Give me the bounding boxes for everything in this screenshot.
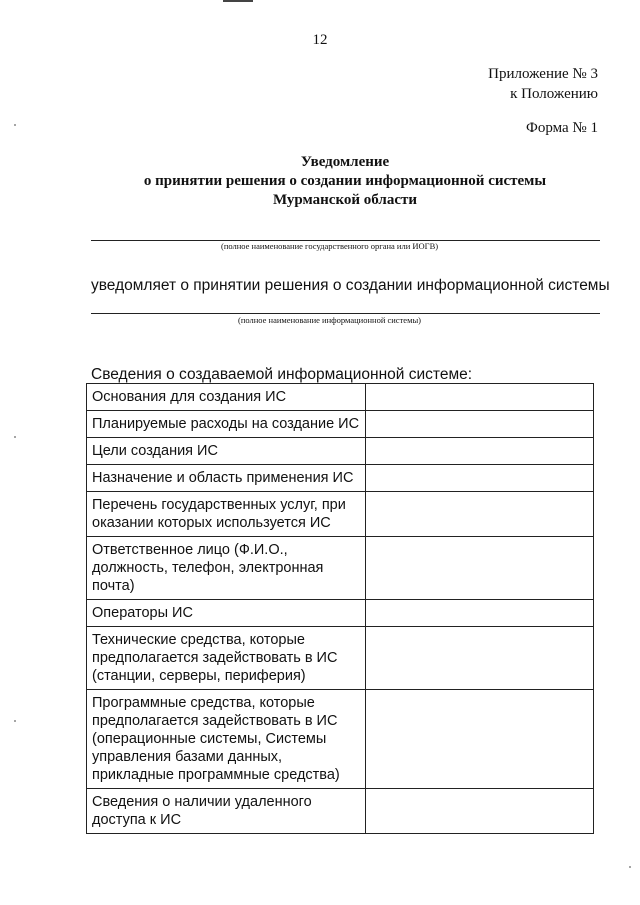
title-line-1: Уведомление (300, 154, 390, 170)
scan-speck (14, 124, 16, 126)
row-label: Назначение и область применения ИС (87, 465, 366, 492)
scan-mark (223, 0, 253, 2)
row-label: Технические средства, которые предполагается задействовать в ИС (станции, серверы, периферия) (87, 627, 366, 690)
info-table (86, 383, 594, 834)
row-value-cell (366, 492, 594, 537)
row-value-cell (366, 690, 594, 789)
table-row (87, 465, 594, 492)
row-label: Основания для создания ИС (87, 384, 366, 411)
table-row (87, 411, 594, 438)
form-number: Форма № 1 (526, 120, 598, 136)
row-label: Программные средства, которые предполагается задействовать в ИС (операционные системы, Системы управления базами данных, прикладные программные средства) (87, 690, 366, 789)
table-row (87, 690, 594, 789)
table-row (87, 438, 594, 465)
table-row (87, 537, 594, 600)
document-title (0, 153, 640, 210)
row-label: Перечень государственных услуг, при оказании которых используется ИС (87, 492, 366, 537)
row-label: Ответственное лицо (Ф.И.О., должность, телефон, электронная почта) (87, 537, 366, 600)
table-row (87, 492, 594, 537)
title-line-3: Мурманской области (272, 192, 418, 208)
scan-speck (14, 436, 16, 438)
row-value-cell (366, 789, 594, 834)
info-heading: Сведения о создаваемой информационной системе: (91, 366, 473, 383)
page-number: 12 (312, 32, 328, 48)
appendix-line-2: к Положению (510, 86, 598, 102)
row-label: Планируемые расходы на создание ИС (87, 411, 366, 438)
appendix-reference (488, 64, 598, 104)
row-value-cell (366, 384, 594, 411)
row-value-cell (366, 627, 594, 690)
scan-speck (14, 720, 16, 722)
table-row (87, 627, 594, 690)
appendix-line-1: Приложение № 3 (488, 66, 598, 82)
table-row (87, 600, 594, 627)
row-value-cell (366, 438, 594, 465)
notify-text: уведомляет о принятии решения о создании информационной системы (91, 277, 610, 294)
org-name-caption: (полное наименование государственного органа или ИОГВ) (221, 241, 439, 251)
row-value-cell (366, 465, 594, 492)
table-row (87, 789, 594, 834)
row-label: Сведения о наличии удаленного доступа к ИС (87, 789, 366, 834)
table-row (87, 384, 594, 411)
system-name-caption: (полное наименование информационной системы) (238, 315, 421, 325)
title-line-2: о принятии решения о создании информационной системы (143, 173, 547, 189)
row-value-cell (366, 600, 594, 627)
row-label: Цели создания ИС (87, 438, 366, 465)
row-value-cell (366, 537, 594, 600)
row-label: Операторы ИС (87, 600, 366, 627)
row-value-cell (366, 411, 594, 438)
system-name-line (91, 313, 600, 314)
scan-speck (629, 866, 631, 868)
